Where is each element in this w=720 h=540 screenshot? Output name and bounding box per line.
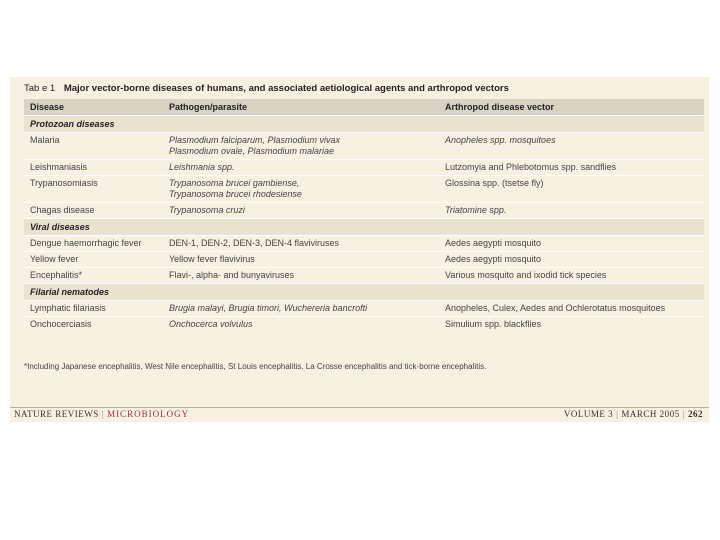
footer-separator: | (616, 409, 619, 419)
disease-cell: Onchocerciasis (30, 319, 92, 329)
vector-cell: Anopheles, Culex, Aedes and Ochlerotatus mosquitoes (445, 303, 666, 313)
table-title: Major vector-borne diseases of humans, and associated aetiological agents and arthropod vectors (63, 83, 509, 94)
table-row (24, 251, 704, 267)
table-row (24, 159, 704, 175)
pathogen-cell: Brugia malayi, Brugia timori, Wuchereria bancrofti (169, 303, 368, 313)
pathogen-cell: Onchocerca volvulus (169, 319, 253, 329)
header-pathogen: Pathogen/parasite (169, 102, 248, 112)
page-number: 262 (688, 409, 703, 419)
vector-cell (445, 135, 704, 146)
volume-label: VOLUME 3 (563, 409, 614, 419)
publisher-name: NATURE REVIEWS (14, 409, 99, 419)
disease-cell: Malaria (30, 135, 60, 145)
vector-cell: Lutzomyia and Phlebotomus spp. sandflies (445, 162, 617, 172)
issue-date: MARCH 2005 (621, 409, 680, 419)
vector-cell: Various mosquito and ixodid tick species (445, 270, 607, 280)
table-row (24, 175, 704, 202)
disease-cell: Chagas disease (30, 205, 95, 215)
table-row (24, 235, 704, 251)
pathogen-cell (169, 178, 445, 200)
table-row (24, 202, 704, 218)
disease-cell: Leishmaniasis (30, 162, 88, 172)
table-footnote: *Including Japanese encephalitis, West Nile encephalitis, St Louis encephalitis, La Crosse encephalitis and tick-borne encephalitis. (24, 362, 487, 371)
table-row (24, 267, 704, 283)
pathogen-line: Plasmodium falciparum, Plasmodium vivax (169, 135, 341, 145)
footer-separator: | (101, 409, 105, 419)
journal-name (14, 409, 189, 419)
vector-cell: Glossina spp. (tsetse fly) (445, 178, 544, 188)
pathogen-cell: Yellow fever flavivirus (169, 254, 255, 264)
section-heading: Viral diseases (24, 218, 704, 235)
pathogen-line: Plasmodium ovale, Plasmodium malariae (169, 146, 335, 156)
vector-cell: Aedes aegypti mosquito (445, 254, 542, 264)
disease-cell: Yellow fever (30, 254, 79, 264)
section-heading: Protozoan diseases (24, 115, 704, 132)
table-row (24, 316, 704, 332)
table-row (24, 132, 704, 159)
pathogen-line: Trypanosoma brucei rhodesiense (169, 189, 302, 199)
pathogen-cell: Flavi-, alpha- and bunyaviruses (169, 270, 295, 280)
pathogen-cell: Trypanosoma cruzi (169, 205, 245, 215)
pathogen-cell: DEN-1, DEN-2, DEN-3, DEN-4 flaviviruses (169, 238, 340, 248)
disease-cell: Dengue haemorrhagic fever (30, 238, 142, 248)
table-caption (24, 83, 701, 94)
footer-separator: | (682, 409, 685, 419)
header-disease: Disease (30, 102, 65, 112)
section-heading: Filarial nematodes (24, 283, 704, 300)
disease-cell: Encephalitis* (30, 270, 83, 280)
table-label: Tab e 1 (24, 83, 56, 94)
vector-cell: Simulium spp. blackflies (445, 319, 542, 329)
pathogen-line: Trypanosoma brucei gambiense, (169, 178, 300, 188)
disease-cell: Trypanosomiasis (30, 178, 98, 188)
table-figure (10, 77, 709, 422)
journal-title: MICROBIOLOGY (107, 409, 190, 419)
disease-cell: Lymphatic filariasis (30, 303, 106, 313)
pathogen-cell (169, 135, 445, 157)
issue-info (564, 409, 703, 419)
pathogen-cell: Leishmania spp. (169, 162, 235, 172)
header-vector: Arthropod disease vector (445, 102, 555, 112)
vector-cell: Aedes aegypti mosquito (445, 238, 542, 248)
vector-text: Anopheles spp. mosquitoes (445, 135, 556, 145)
table-header-row (24, 99, 704, 115)
table-row (24, 300, 704, 316)
vector-cell: Triatomine spp. (445, 205, 507, 215)
vector-disease-table (24, 99, 704, 332)
journal-footer (10, 407, 709, 423)
